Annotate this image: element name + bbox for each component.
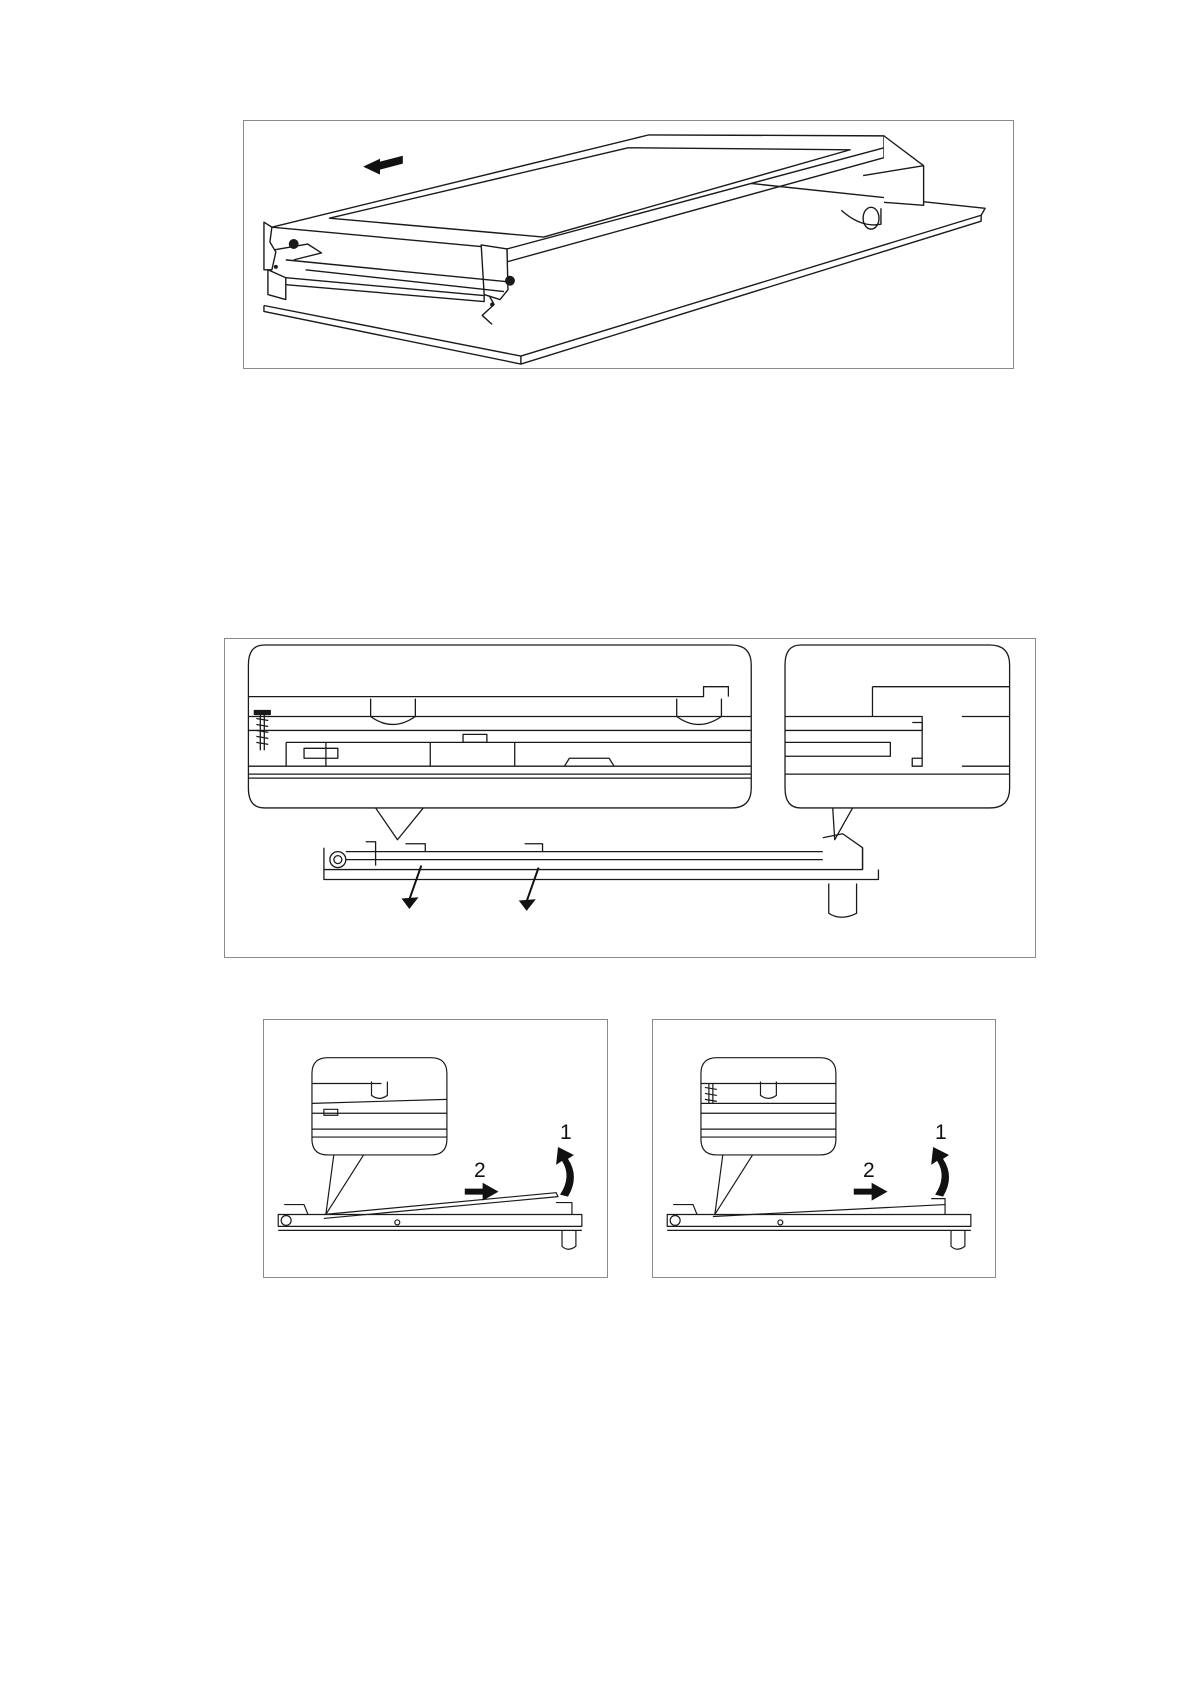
step-1-label: 1 — [560, 1121, 572, 1144]
glass-lift-step-right-figure — [652, 1019, 996, 1278]
hinge-detail-drawing — [225, 639, 1035, 957]
arrow-right-icon — [854, 1183, 888, 1201]
curved-arrow-up-icon — [556, 1147, 574, 1197]
hinge-detail-figure — [224, 638, 1036, 958]
step-2-label: 2 — [474, 1159, 486, 1182]
curved-arrow-up-icon — [931, 1147, 949, 1197]
door-glass-drawing — [244, 121, 1013, 368]
arrow-left-icon — [363, 156, 403, 175]
door-glass-removal-figure — [243, 120, 1014, 369]
glass-lift-step-left-figure — [263, 1019, 608, 1278]
step-2-label: 2 — [863, 1159, 875, 1182]
glass-lift-right-drawing — [653, 1020, 995, 1277]
glass-lift-left-drawing — [264, 1020, 607, 1277]
step-1-label: 1 — [935, 1121, 947, 1144]
arrow-right-icon — [465, 1183, 499, 1201]
arrow-down-left-icon — [403, 866, 538, 910]
